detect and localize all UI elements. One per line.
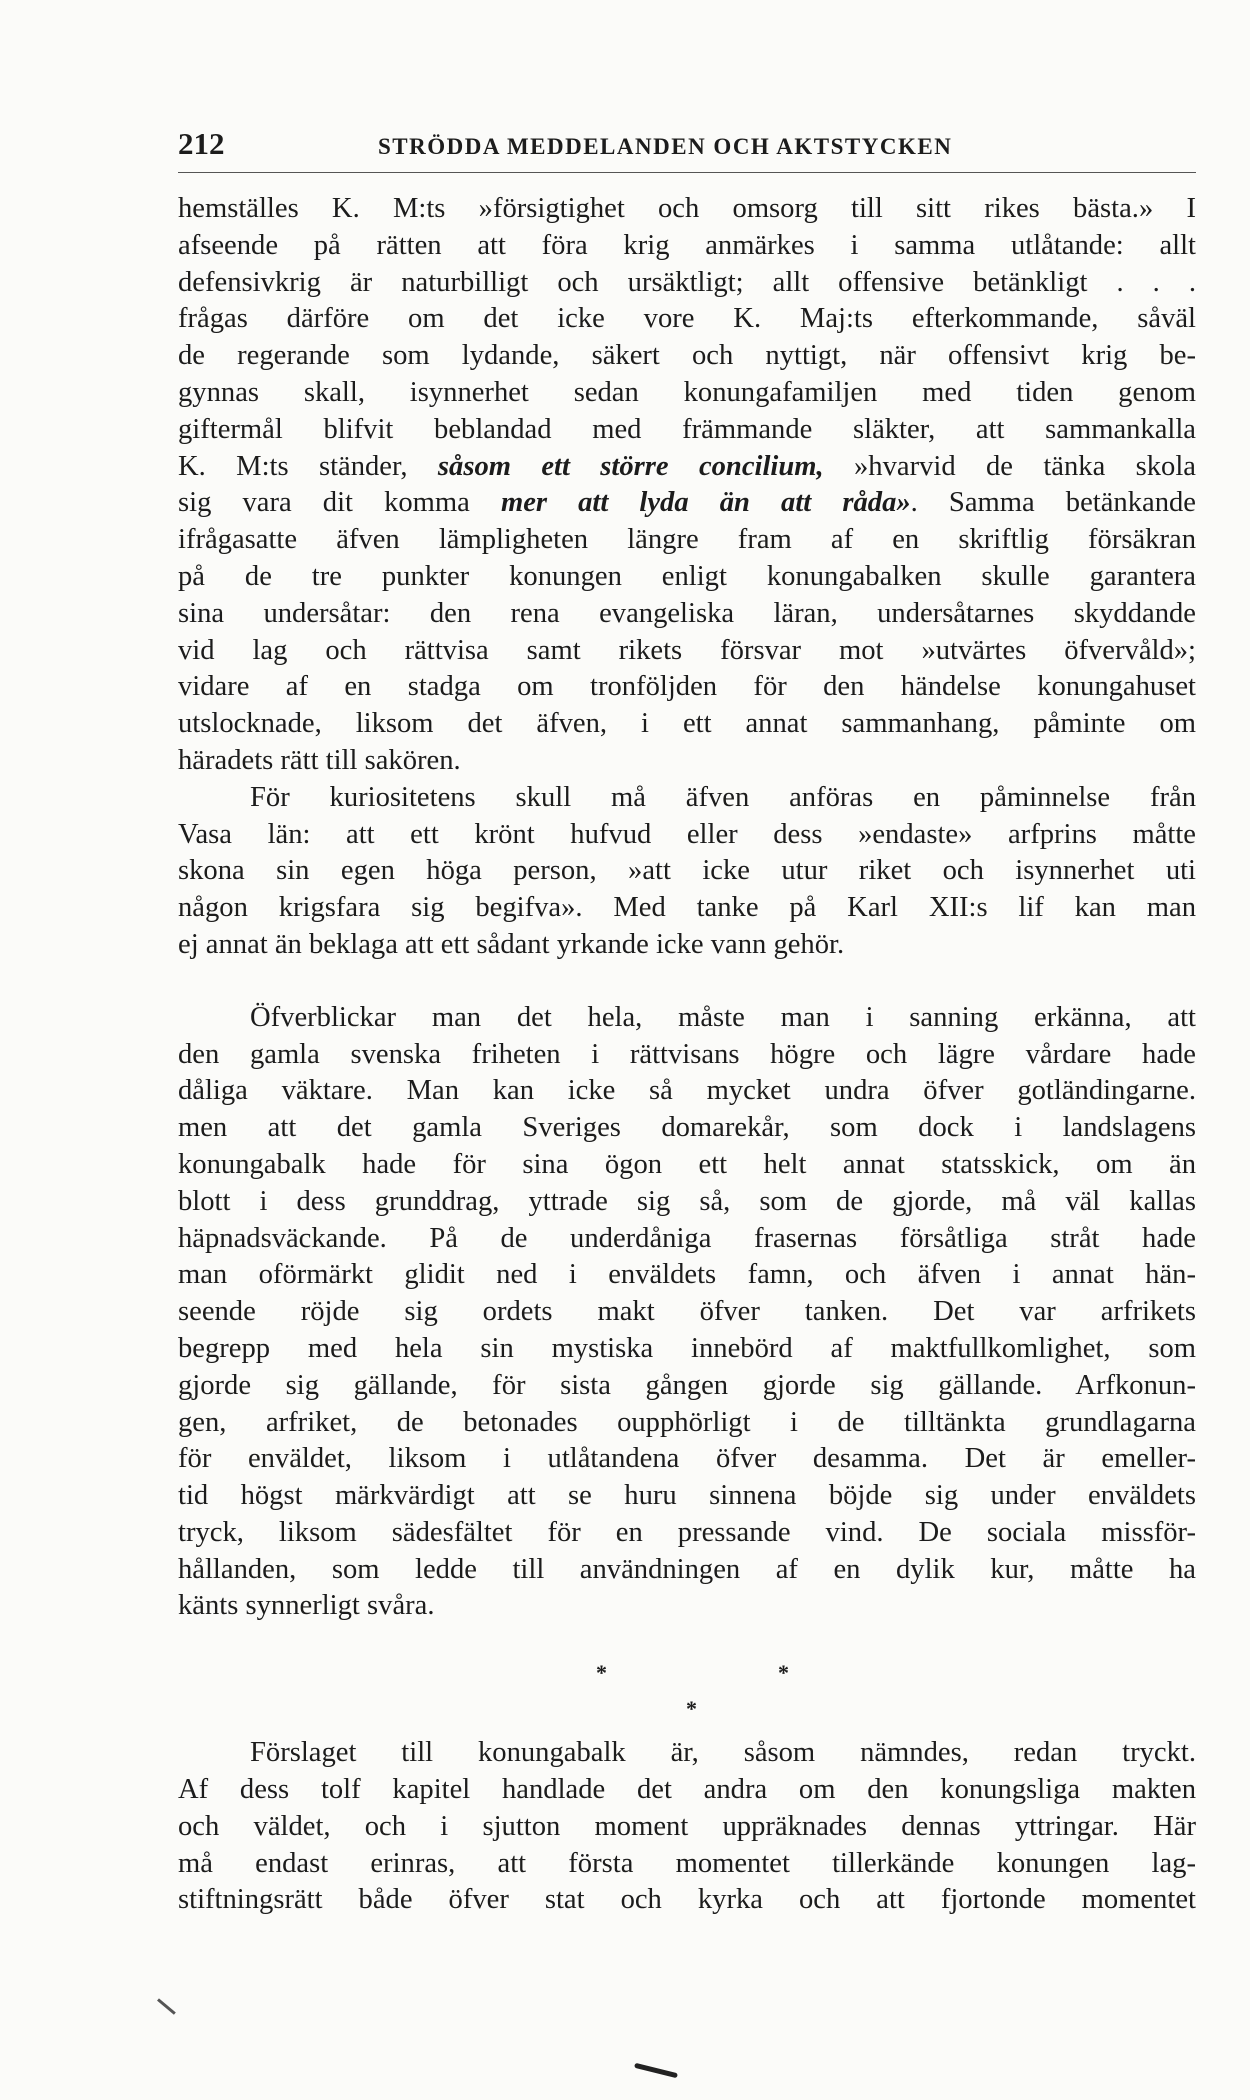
text-line: på de tre punkter konungen enligt konungabalken skulle garantera — [178, 560, 1196, 592]
text-line: Förslaget till konungabalk är, såsom nämndes, redan tryckt. — [250, 1737, 1196, 1769]
emphasized-text: mer att lyda än att råda» — [500, 487, 911, 519]
text-line: defensivkrig är naturbilligt och ursäktligt; allt offensive betänkligt . . . — [178, 266, 1196, 298]
running-head: STRÖDDA MEDDELANDEN OCH AKTSTYCKEN — [378, 134, 953, 159]
ornament-asterisk: * — [596, 1660, 607, 1686]
text-line: häradets rätt till sakören. — [178, 744, 461, 776]
text-line: känts synnerligt svåra. — [178, 1590, 435, 1622]
text-line: men att det gamla Sveriges domarekår, som dock i landslagens — [178, 1112, 1196, 1144]
text-line: Öfverblickar man det hela, måste man i sanning erkänna, att — [250, 1001, 1196, 1033]
text-line: Vasa län: att ett krönt hufvud eller dess »endaste» arfprins måtte — [178, 818, 1196, 850]
text-line: stiftningsrätt både öfver stat och kyrka och att fjortonde momentet — [178, 1884, 1196, 1916]
text-line: konungabalk hade för sina ögon ett helt annat statsskick, om än — [178, 1148, 1196, 1180]
text-span: sig vara dit komma — [178, 487, 501, 519]
text-line: begrepp med hela sin mystiska innebörd af maktfullkomlighet, som — [178, 1332, 1196, 1364]
paragraph-2 — [178, 780, 1196, 964]
text-line: vid lag och rättvisa samt rikets försvar mot »utvärtes öfvervåld»; — [178, 634, 1196, 666]
text-line: gen, arfriket, de betonades oupphörligt i de tilltänkta grundlagarna — [178, 1406, 1196, 1438]
text-line: häpnadsväckande. På de underdåniga frasernas försåtliga stråt hade — [178, 1222, 1196, 1254]
section-gap — [178, 964, 1196, 1000]
text-line: vidare af en stadga om tronföljden för den händelse konungahuset — [178, 671, 1196, 703]
text-line: dåliga väktare. Man kan icke så mycket undra öfver gotländingarne. — [178, 1075, 1196, 1107]
text-line: den gamla svenska friheten i rättvisans högre och lägre vårdare hade — [178, 1038, 1196, 1070]
text-line: frågas därföre om det icke vore K. Maj:ts efterkommande, såväl — [178, 303, 1196, 335]
page-header — [178, 120, 1196, 173]
ornament-asterisk: * — [686, 1696, 697, 1722]
page-number: 212 — [178, 126, 225, 161]
text-span: . Samma betänkande — [910, 487, 1196, 519]
section-ornament — [178, 1625, 1196, 1735]
paragraph-1 — [178, 191, 1196, 780]
text-line: tryck, liksom sädesfältet för en pressande vind. De sociala missför- — [178, 1516, 1196, 1548]
scan-mark — [634, 2063, 678, 2078]
text-span: K. M:ts ständer, — [178, 450, 438, 482]
text-line: och väldet, och i sjutton moment uppräknades dennas yttringar. Här — [178, 1810, 1196, 1842]
text-line: hållanden, som ledde till användningen af en dylik kur, måtte ha — [178, 1553, 1196, 1585]
page-body — [178, 191, 1196, 1919]
emphasized-text: såsom ett större concilium, — [437, 450, 824, 482]
text-line: Af dess tolf kapitel handlade det andra om den konungsliga makten — [178, 1774, 1196, 1806]
ornament-asterisk: * — [778, 1660, 789, 1686]
text-line: hemställes K. M:ts »försigtighet och omsorg till sitt rikes bästa.» I — [178, 193, 1196, 224]
text-line: För kuriositetens skull må äfven anföras en påminnelse från — [250, 781, 1196, 813]
text-line — [178, 485, 1196, 522]
text-line: ej annat än beklaga att ett sådant yrkande icke vann gehör. — [178, 928, 845, 960]
text-line: sina undersåtar: den rena evangeliska läran, undersåtarnes skyddande — [178, 597, 1196, 629]
text-line: ifrågasatte äfven lämpligheten längre fram af en skriftlig försäkran — [178, 524, 1196, 556]
paragraph-4 — [178, 1735, 1196, 1919]
text-line: de regerande som lydande, säkert och nyttigt, när offensivt krig be- — [178, 340, 1196, 372]
scan-mark — [157, 1998, 176, 2014]
text-line — [178, 449, 1196, 486]
text-line: blott i dess grunddrag, yttrade sig så, som de gjorde, må väl kallas — [178, 1185, 1196, 1217]
text-line: för enväldet, liksom i utlåtandena öfver desamma. Det är emeller- — [178, 1443, 1196, 1475]
text-line: någon krigsfara sig begifva». Med tanke på Karl XII:s lif kan man — [178, 892, 1196, 924]
text-line: tid högst märkvärdigt att se huru sinnena böjde sig under enväldets — [178, 1480, 1196, 1512]
text-line: seende röjde sig ordets makt öfver tanken. Det var arfrikets — [178, 1296, 1196, 1328]
text-span: »hvarvid de tänka skola — [823, 450, 1196, 482]
text-line: man oförmärkt glidit ned i enväldets famn, och äfven i annat hän- — [178, 1259, 1196, 1291]
text-line: må endast erinras, att första momentet tillerkände konungen lag- — [178, 1847, 1196, 1879]
text-line: gynnas skall, isynnerhet sedan konungafamiljen med tiden genom — [178, 376, 1196, 408]
text-line: afseende på rätten att föra krig anmärkes i samma utlåtande: allt — [178, 229, 1196, 261]
text-line: skona sin egen höga person, »att icke utur riket och isynnerhet uti — [178, 855, 1196, 887]
text-line: gjorde sig gällande, för sista gången gjorde sig gällande. Arfkonun- — [178, 1369, 1196, 1401]
paragraph-3 — [178, 1000, 1196, 1626]
text-line: giftermål blifvit beblandad med främmande släkter, att sammankalla — [178, 413, 1196, 445]
book-page — [178, 120, 1196, 1919]
text-line: utslocknade, liksom det äfven, i ett annat sammanhang, påminte om — [178, 708, 1196, 740]
